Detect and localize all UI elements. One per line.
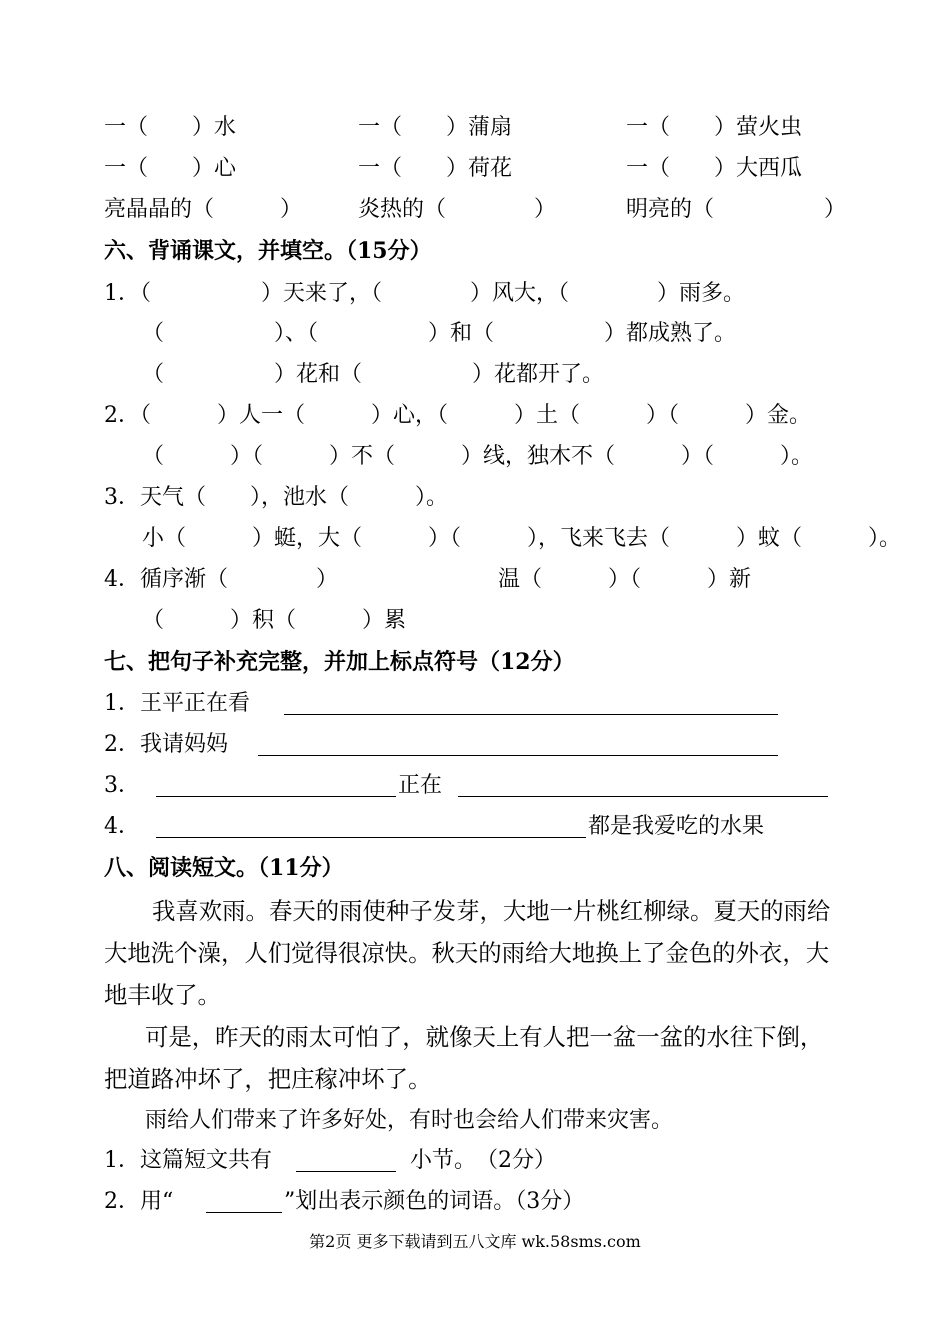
answer-line-q3-action[interactable] (458, 796, 828, 797)
section7-q3-mid: 正在 (398, 773, 443, 798)
answer-line-q3-subject[interactable] (156, 796, 396, 797)
section7-title: 七、把句子补充完整，并加上标点符号（12分） (104, 649, 575, 675)
passage-para2-line1: 可是，昨天的雨太可怕了，就像天上有人把一盆一盆的水往下倒， (145, 1023, 824, 1051)
section7-q4-num: 4． (104, 814, 140, 839)
section6-line2: （ ）、（ ）和（ ）都成熟了。 (142, 321, 737, 346)
measure-row2-item2: 一（ ）荷花 (358, 156, 513, 181)
answer-line-paragraph-count[interactable] (296, 1171, 396, 1172)
passage-para1-line3: 地丰收了。 (104, 981, 221, 1009)
passage-para1-line1: 我喜欢雨。春天的雨使种子发芽，大地一片桃红柳绿。夏天的雨给 (152, 897, 831, 925)
adjective-item3: 明亮的（ ） (626, 197, 847, 222)
measure-row1-item1: 一（ ）水 (104, 115, 237, 140)
passage-para3: 雨给人们带来了许多好处，有时也会给人们带来灾害。 (145, 1108, 674, 1133)
section6-line8b: 温（ ）（ ）新 (498, 567, 752, 592)
adjective-item1: 亮晶晶的（ ） (104, 197, 303, 222)
section8-q2-b: ”划出表示颜色的词语。（3分） (284, 1189, 585, 1214)
section7-q2: 2．我请妈妈 (104, 732, 228, 757)
section8-q1-b: 小节。 （2分） (410, 1148, 556, 1173)
passage-para1-line2: 大地洗个澡，人们觉得很凉快。秋天的雨给大地换上了金色的外衣，大 (104, 939, 830, 967)
measure-row1-item3: 一（ ）萤火虫 (626, 115, 803, 140)
section6-title: 六、背诵课文，并填空。（15分） (104, 238, 432, 264)
section8-title: 八、阅读短文。（11分） (104, 855, 344, 881)
section6-line4: 2．（ ）人一（ ）心，（ ）土（ ）（ ）金。 (104, 403, 811, 428)
adjective-item2: 炎热的（ ） (358, 197, 557, 222)
underline-sample (206, 1212, 282, 1213)
passage-para2-line2: 把道路冲坏了，把庄稼冲坏了。 (104, 1065, 432, 1093)
section7-q4-tail: 都是我爱吃的水果 (588, 814, 765, 839)
measure-row2-item1: 一（ ）心 (104, 156, 237, 181)
measure-row1-item2: 一（ ）蒲扇 (358, 115, 513, 140)
section7-q1: 1．王平正在看 (104, 691, 250, 716)
section6-line7: 小（ ）蜓，大（ ）（ ），飞来飞去（ ）蚊（ ）。 (142, 526, 902, 551)
answer-line-q4[interactable] (156, 837, 586, 838)
section8-q1-a: 1．这篇短文共有 (104, 1148, 272, 1173)
section6-line5: （ ）（ ）不（ ）线，独木不（ ）（ ）。 (142, 444, 814, 469)
section7-q3-num: 3． (104, 773, 140, 798)
answer-line-q2[interactable] (258, 755, 778, 756)
section8-q2-a: 2．用“ (104, 1189, 174, 1214)
answer-line-q1[interactable] (284, 714, 778, 715)
page-footer: 第2页 更多下载请到五八文库 wk.58sms.com (309, 1232, 641, 1251)
section6-line8a: 4．循序渐（ ） (104, 567, 338, 592)
section6-line9: （ ）积（ ）累 (142, 608, 407, 633)
section6-line1: 1．（ ）天来了，（ ）风大，（ ）雨多。 (104, 281, 745, 306)
section6-line6: 3．天气（ ），池水（ ）。 (104, 485, 448, 510)
section6-line3: （ ）花和（ ）花都开了。 (142, 362, 605, 387)
measure-row2-item3: 一（ ）大西瓜 (626, 156, 803, 181)
